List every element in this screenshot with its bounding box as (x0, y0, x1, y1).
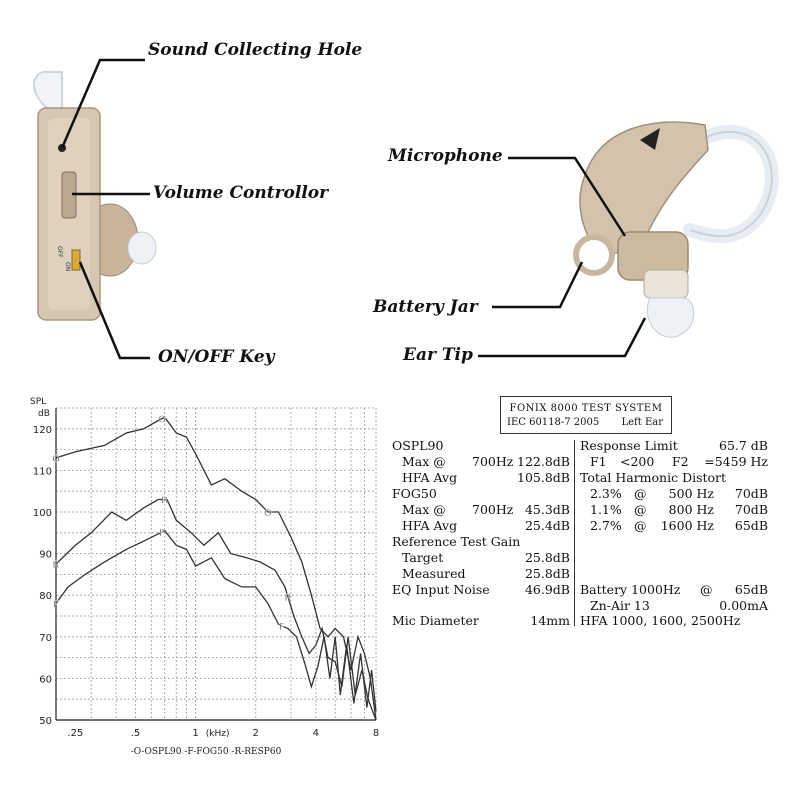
hearing-aid-illustration (0, 0, 800, 380)
mic-diameter-val: 14mm (530, 613, 570, 628)
fog50-label: FOG50 (392, 486, 437, 501)
thd-row-freq: 500 Hz (668, 486, 714, 501)
ospl90-label: OSPL90 (392, 438, 444, 453)
zn-air-val: 0.00mA (719, 598, 768, 613)
zn-air-label: Zn-Air 13 (590, 598, 650, 613)
y-tick-label: 80 (39, 591, 52, 603)
measured-val: 25.8dB (524, 566, 570, 581)
fog50-max-freq: 700Hz (472, 502, 514, 517)
series-marker-fog50: F (278, 621, 285, 633)
ospl90-hfa-val: 105.8dB (517, 470, 570, 485)
spec-header-box (500, 396, 672, 434)
callout-on-off: ON/OFF Key (158, 347, 275, 367)
callout-microphone: Microphone (388, 146, 503, 166)
thd-row-at: @ (634, 486, 647, 501)
callout-ear-tip: Ear Tip (403, 345, 473, 365)
series-line-fog50 (56, 531, 376, 712)
thd-row-at: @ (634, 518, 647, 533)
spec-header-title: FONIX 8000 TEST SYSTEM (509, 403, 663, 414)
series-marker-ospl90: O (52, 453, 60, 465)
fog50-hfa-val: 25.4dB (524, 518, 570, 533)
thd-row-freq: 800 Hz (668, 502, 714, 517)
y-tick-label: 120 (32, 424, 52, 436)
callout-volume: Volume Controllor (153, 183, 329, 203)
f2-label: F2 (672, 454, 689, 469)
series-marker-resp60: R (52, 560, 60, 571)
callout-battery: Battery Jar (373, 297, 478, 317)
x-tick-label: 1 (192, 728, 199, 739)
fog50-max-label: Max @ (402, 502, 446, 517)
fog50-hfa-label: HFA Avg (402, 518, 458, 533)
ospl90-max-label: Max @ (402, 454, 446, 469)
switch-icon (72, 250, 80, 270)
battery-label: Battery 1000Hz (580, 582, 681, 597)
ospl90-max-val: 122.8dB (517, 454, 570, 469)
frequency-response-chart (20, 390, 390, 770)
hearing-aid-side-view (576, 122, 772, 337)
x-tick-label: 4 (312, 728, 320, 739)
y-tick-label: 70 (39, 632, 52, 644)
target-val: 25.8dB (524, 550, 570, 565)
x-tick-label: 2 (252, 728, 259, 739)
x-tick-label: 8 (372, 728, 380, 739)
thd-row-freq: 1600 Hz (660, 518, 714, 533)
thd-label: Total Harmonic Distort (580, 470, 727, 485)
y-tick-label: 50 (39, 716, 52, 727)
spec-divider (574, 440, 575, 626)
ospl90-hfa-label: HFA Avg (402, 470, 458, 485)
series-marker-ospl90: O (263, 508, 272, 519)
thd-row-pct: 1.1% (590, 502, 622, 517)
f2-val: =5459 Hz (704, 454, 768, 469)
battery-val: 65dB (734, 582, 768, 597)
f1-val: <200 (620, 454, 655, 469)
thd-row-db: 70dB (734, 486, 768, 501)
y-axis-unit: dB (38, 409, 50, 419)
y-tick-label: 90 (39, 549, 52, 561)
response-limit-val: 65.7 dB (719, 438, 768, 453)
rtg-label: Reference Test Gain (392, 534, 521, 549)
thd-row-pct: 2.3% (590, 486, 622, 501)
leader-line-battery (492, 262, 582, 307)
battery-at: @ (700, 582, 713, 597)
eq-noise-val: 46.9dB (524, 582, 570, 597)
ospl90-max-freq: 700Hz (472, 454, 514, 469)
eq-noise-label: EQ Input Noise (392, 582, 490, 597)
y-tick-label: 110 (32, 466, 52, 478)
thd-row-db: 65dB (734, 518, 768, 533)
f1-label: F1 (590, 454, 607, 469)
thd-row-at: @ (634, 502, 647, 517)
x-axis-label: (kHz) (205, 729, 230, 739)
battery-jar-icon (576, 237, 612, 273)
hearing-aid-front-view (34, 72, 156, 320)
hfa-freqs: HFA 1000, 1600, 2500Hz (580, 613, 741, 628)
spec-header-ear: Left Ear (621, 417, 663, 428)
mic-diameter-label: Mic Diameter (392, 613, 479, 628)
series-marker-fog50: F (159, 527, 166, 539)
y-tick-label: 100 (32, 508, 52, 519)
thd-row-db: 70dB (734, 502, 768, 517)
series-line-ospl90 (56, 417, 376, 720)
series-marker-resp60: R (161, 495, 169, 507)
x-tick-label: .5 (130, 728, 141, 739)
y-tick-label: 60 (39, 674, 52, 686)
target-label: Target (402, 550, 444, 565)
x-tick-label: .25 (67, 728, 84, 739)
y-axis-label: SPL (30, 397, 47, 407)
measured-label: Measured (402, 566, 466, 581)
response-limit-label: Response Limit (580, 438, 678, 453)
series-marker-ospl90: O (158, 414, 167, 426)
fog50-max-val: 45.3dB (524, 502, 570, 517)
switch-off-label: OFF (56, 246, 63, 258)
chart-legend: -O-OSPL90 -F-FOG50 -R-RESP60 (130, 747, 282, 757)
ear-tip-icon (647, 298, 693, 337)
thd-row-pct: 2.7% (590, 518, 622, 533)
series-marker-fog50: F (53, 599, 59, 611)
series-marker-resp60: R (284, 592, 292, 604)
callout-sound-hole: Sound Collecting Hole (148, 40, 363, 60)
spec-header-std: IEC 60118-7 2005 (507, 417, 600, 428)
leader-line-ear-tip (478, 318, 645, 356)
switch-on-label: ON (64, 262, 71, 272)
test-spec-panel (388, 388, 783, 638)
